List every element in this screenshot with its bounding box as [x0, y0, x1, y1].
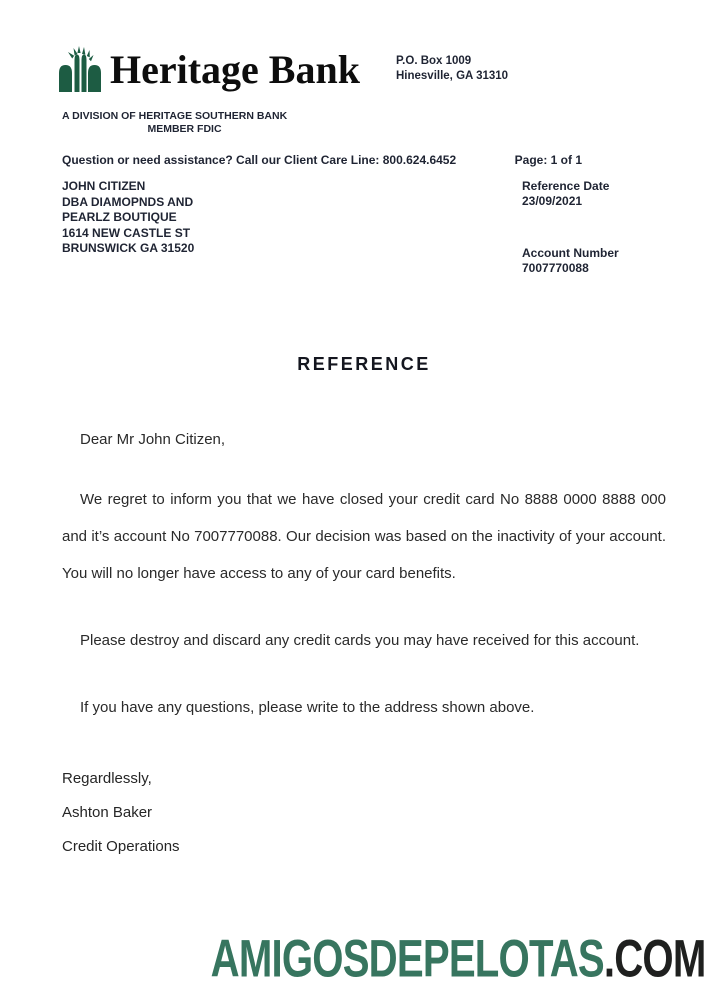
recipient-address-block [62, 179, 194, 276]
letter-title: REFERENCE [297, 354, 431, 374]
client-care-line: Question or need assistance? Call our Client Care Line: 800.624.6452 [62, 153, 457, 167]
letter-body [62, 429, 666, 726]
recipient-line: 1614 NEW CASTLE ST [62, 225, 191, 240]
signer-title: Credit Operations [62, 838, 180, 855]
brand-name: Heritage Bank [110, 47, 360, 92]
bank-city-line: Hinesville, GA 31310 [395, 70, 509, 82]
recipient-line: JOHN CITIZEN [62, 179, 146, 193]
division-block [62, 110, 666, 135]
heritage-bank-logo [56, 46, 360, 93]
signer-name: Ashton Baker [62, 804, 153, 821]
bank-po-box: P.O. Box 1009 [395, 55, 472, 67]
recipient-line: BRUNSWICK GA 31520 [62, 241, 195, 255]
body-paragraph: We regret to inform you that we have closed your credit card No 8888 0000 8888 000 and it’s account No 7007770088. Our decision was based on the inactivity of your account. You will no longer have access to any of your card benefits. [62, 491, 666, 582]
closing: Regardlessly, [62, 770, 152, 787]
account-number-value: 7007770088 [522, 261, 589, 275]
body-paragraph: Please destroy and discard any credit cards you may have received for this account. [80, 632, 640, 649]
care-line-row [62, 153, 666, 167]
reference-date-value: 23/09/2021 [522, 194, 583, 208]
letterhead [62, 46, 666, 93]
salutation: Dear Mr John Citizen, [80, 431, 226, 448]
watermark-site-name: AMIGOSDEPELOTAS [211, 929, 605, 989]
division-line: A DIVISION OF HERITAGE SOUTHERN BANK [62, 110, 288, 122]
address-meta-row [62, 179, 666, 276]
bank-address-block [396, 54, 508, 84]
page-count: Page: 1 of 1 [514, 153, 582, 167]
member-fdic-line: MEMBER FDIC [147, 122, 222, 135]
watermark-site-tld: .COM [604, 929, 706, 989]
site-watermark [211, 929, 706, 989]
account-number-label: Account Number [522, 246, 619, 260]
signoff-block [62, 768, 666, 858]
recipient-line: DBA DIAMOPNDS AND [62, 194, 194, 209]
recipient-line: PEARLZ BOUTIQUE [62, 210, 177, 224]
reference-date-label: Reference Date [522, 179, 610, 193]
reference-meta-block [522, 179, 666, 276]
heritage-tree-logo-icon [56, 46, 104, 93]
body-paragraph: If you have any questions, please write to the address shown above. [80, 699, 535, 716]
